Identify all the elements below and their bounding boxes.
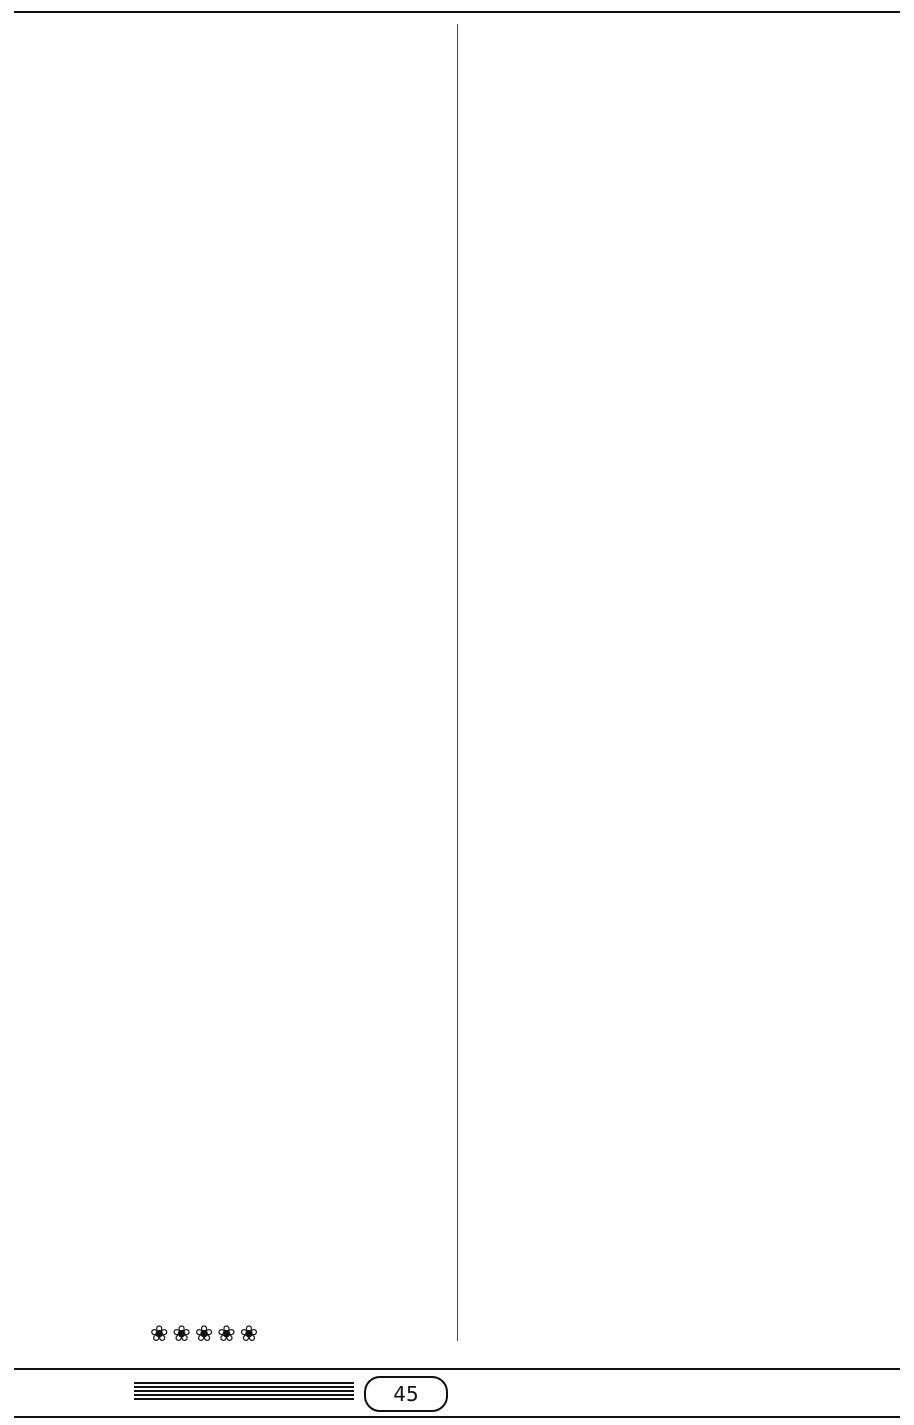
page-footer <box>14 1368 900 1418</box>
column-right-line <box>484 198 894 233</box>
column-left-line <box>22 1042 432 1077</box>
page-number: 45 <box>364 1376 448 1412</box>
footer-decorative-bars <box>134 1382 354 1402</box>
column-right-line <box>484 268 894 303</box>
top-rule <box>14 11 900 13</box>
column-left-line <box>22 268 432 303</box>
article-column-left <box>22 22 432 1359</box>
column-left-line <box>22 1078 432 1113</box>
article-column-right <box>484 22 894 1359</box>
column-right-line <box>484 128 894 163</box>
column-right-line <box>484 972 894 1007</box>
column-left-line <box>22 479 432 514</box>
column-right-line <box>484 691 894 726</box>
column-left-line <box>22 761 432 796</box>
column-left-line <box>22 163 432 198</box>
column-left-line <box>22 1218 432 1253</box>
column-left-line <box>22 726 432 761</box>
column-right-line <box>484 867 894 902</box>
column-right-line <box>484 1042 894 1077</box>
column-right-line <box>484 515 894 550</box>
column-right-line <box>484 304 894 339</box>
column-right-line <box>484 1183 894 1218</box>
column-left-line <box>22 796 432 831</box>
column-left-line <box>22 128 432 163</box>
column-right-line <box>484 1007 894 1042</box>
column-left-line <box>22 57 432 92</box>
column-right-line <box>484 444 894 479</box>
column-left-line <box>22 831 432 866</box>
column-right-line <box>484 1113 894 1148</box>
column-right-line <box>484 1324 894 1359</box>
column-left-line <box>22 304 432 339</box>
column-left-line <box>22 374 432 409</box>
column-left-line <box>22 1148 432 1183</box>
column-left-line <box>22 691 432 726</box>
section-end-ornament: ❀❀❀❀❀ <box>150 1322 263 1347</box>
column-left-line <box>22 22 432 57</box>
column-right-line <box>484 655 894 690</box>
column-right-line <box>484 1218 894 1253</box>
column-right-line <box>484 796 894 831</box>
column-right-line <box>484 726 894 761</box>
column-right-line <box>484 1078 894 1113</box>
column-right-line <box>484 620 894 655</box>
column-right-line <box>484 1254 894 1289</box>
column-right-line <box>484 374 894 409</box>
column-left-line <box>22 867 432 902</box>
column-left-line <box>22 1254 432 1289</box>
column-left-line <box>22 655 432 690</box>
column-left-line <box>22 550 432 585</box>
column-right-line <box>484 479 894 514</box>
column-left-line <box>22 1113 432 1148</box>
column-left-line <box>22 409 432 444</box>
column-right-line <box>484 22 894 57</box>
column-left-line <box>22 937 432 972</box>
column-left-line <box>22 233 432 268</box>
column-right-line <box>484 163 894 198</box>
column-left-line <box>22 972 432 1007</box>
column-left-line <box>22 1183 432 1218</box>
column-divider <box>457 24 458 1341</box>
column-left-line <box>22 902 432 937</box>
column-left-line <box>22 198 432 233</box>
column-right-line <box>484 550 894 585</box>
column-right-line <box>484 585 894 620</box>
column-right-line <box>484 761 894 796</box>
column-right-line <box>484 339 894 374</box>
column-right-line <box>484 1148 894 1183</box>
column-right-line <box>484 1289 894 1324</box>
column-right-line <box>484 57 894 92</box>
column-right-line <box>484 409 894 444</box>
column-left-line <box>22 1289 432 1324</box>
column-right-line <box>484 902 894 937</box>
column-left-line <box>22 515 432 550</box>
column-right-line <box>484 92 894 127</box>
column-left-line <box>22 339 432 374</box>
column-left-line <box>22 1007 432 1042</box>
column-right-line <box>484 937 894 972</box>
column-right-line <box>484 233 894 268</box>
column-left-line <box>22 585 432 620</box>
column-right-line <box>484 831 894 866</box>
column-left-line <box>22 92 432 127</box>
column-left-line <box>22 444 432 479</box>
column-left-line <box>22 620 432 655</box>
